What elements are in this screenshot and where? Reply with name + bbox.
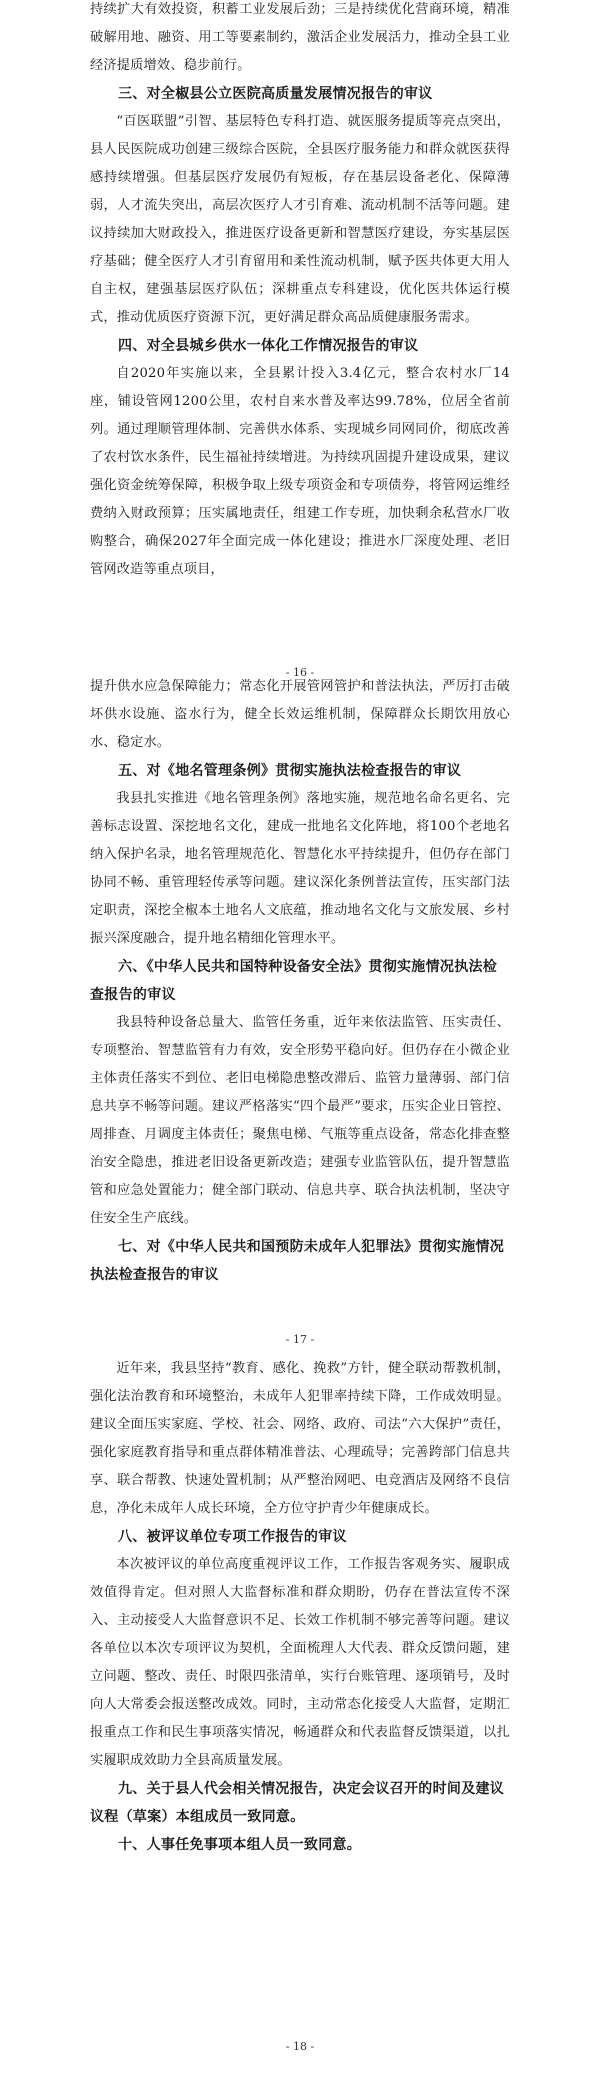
paragraph-public-hospital: “百医联盟”引智、基层特色专科打造、就医服务提质等亮点突出，县人民医院成功创建三级综合医院，全县医疗服务能力和群众就医获得感持续增强。但基层医疗发展仍有短板，存在基层设备老化、保障薄弱，人才流失突出，高层次医疗人才引育难、流动机制不活等问题。建议持续加大财政投入，推进医疗设备更新和智慧医疗建设，夯实基层医疗基础；健全医疗人才引育留用和柔性流动机制，赋予医共体更大用人自主权，建强基层医疗队伍；深耕重点专科建设，优化医共体运行模式，推动优质医疗资源下沉，更好满足群众高品质健康服务需求。 xyxy=(90,114,510,325)
page-number: - 17 - xyxy=(285,1333,315,1346)
paragraph-water-supply: 自2020年实施以来，全县累计投入3.4亿元，整合农村水厂14座，铺设管网1200公里，农村自来水普及率达99.78%，位居全省前列。通过理顺管理体制、完善供水体系、实现城乡同网同价，彻底改善了农村饮水条件，民生福祉持续增进。为持续巩固提升建设成果，建议强化资金统筹保障，积极争取上级专项资金和专项债券，将管网运维经费纳入财政预算；压实属地责任，组建工作专班，加快剩余私营水厂收购整合，确保2027年全面完成一体化建设；推进水厂深度处理、老旧管网改造等重点项目， xyxy=(90,366,510,577)
heading-public-hospital: 三、对全椒县公立医院高质量发展情况报告的审议 xyxy=(118,86,433,102)
paragraph-water-supply-end: 提升供水应急保障能力；常态化开展管网管护和普法执法，严厉打击破坏供水设施、盗水行为，健全长效运维机制，保障群众长期饮用放心水、稳定水。 xyxy=(90,679,510,750)
page-number: - 18 - xyxy=(285,2040,315,2053)
heading-special-equipment: 六、《中华人民共和国特种设备安全法》贯彻实施情况执法检查报告的审议 xyxy=(90,959,498,1003)
heading-juvenile-crime: 七、对《中华人民共和国预防未成年人犯罪法》贯彻实施情况执法检查报告的审议 xyxy=(90,1239,505,1283)
page-16-body xyxy=(90,0,510,584)
paragraph-special-equipment: 我县特种设备总量大、监管任务重，近年来依法监管、压实责任、专项整治、智慧监管有力有效，安全形势平稳向好。但仍存在小微企业主体责任落实不到位、老旧电梯隐患整改滞后、监管力量薄弱、部门信息共享不畅等问题。建议严格落实“四个最严”要求，压实企业日管控、周排查、月调度主体责任；聚焦电梯、气瓶等重点设备，常态化排查整治安全隐患，推进老旧设备更新改造；建强专业监管队伍，提升智慧监管和应急处置能力；健全部门联动、信息共享、联合执法机制，坚决守住安全生产底线。 xyxy=(90,1015,510,1226)
paragraph-industry-end: 持续扩大有效投资，积蓄工业发展后劲；三是持续优化营商环境，精准破解用地、融资、用工等要素制约，激活企业发展活力，推动全县工业经济提质增效、稳步前行。 xyxy=(90,2,510,73)
page-number: - 16 - xyxy=(285,666,315,679)
heading-evaluated-units: 八、被评议单位专项工作报告的审议 xyxy=(118,1529,347,1545)
heading-place-names: 五、对《地名管理条例》贯彻实施执法检查报告的审议 xyxy=(118,763,462,779)
paragraph-evaluated-units: 本次被评议的单位高度重视评议工作，工作报告客观务实、履职成效值得肯定。但对照人大监督标准和群众期盼，仍存在普法宣传不深入、主动接受人大监督意识不足、长效工作机制不够完善等问题。建议各单位以本次专项评议为契机，全面梳理人大代表、群众反馈问题，建立问题、整改、责任、时限四张清单，实行台账管理、逐项销号，及时向人大常委会报送整改成效。同时，主动常态化接受人大监督，定期汇报重点工作和民生事项落实情况，畅通群众和代表监督反馈渠道，以扎实履职成效助力全县高质量发展。 xyxy=(90,1557,510,1768)
heading-congress-report: 九、关于县人代会相关情况报告，决定会议召开的时间及建议议程（草案）本组成员一致同意。 xyxy=(90,1781,505,1825)
paragraph-place-names: 我县扎实推进《地名管理条例》落地实施，规范地名命名更名、完善标志设置、深挖地名文化，建成一批地名文化阵地，将100个老地名纳入保护名录，地名管理规范化、智慧化水平持续提升，但仍存在部门协同不畅、重管理轻传承等问题。建议深化条例普法宣传，压实部门法定职责，深挖全椒本土地名人文底蕴，推动地名文化与文旅发展、乡村振兴深度融合，提升地名精细化管理水平。 xyxy=(90,791,510,946)
heading-personnel: 十、人事任免事项本组人员一致同意。 xyxy=(118,1837,362,1853)
page-17-body xyxy=(90,673,510,1289)
page-18-body xyxy=(90,1355,510,1859)
paragraph-juvenile-crime: 近年来，我县坚持“教育、感化、挽救”方针，健全联动帮教机制，强化法治教育和环境整治，未成年人犯罪率持续下降，工作成效明显。建议全面压实家庭、学校、社会、网络、政府、司法“六大保护”责任，强化家庭教育指导和重点群体精准普法、心理疏导；完善跨部门信息共享、联合帮教、快速处置机制；从严整治网吧、电竞酒店及网络不良信息，净化未成年人成长环境，全方位守护青少年健康成长。 xyxy=(90,1361,510,1516)
heading-water-supply: 四、对全县城乡供水一体化工作情况报告的审议 xyxy=(118,338,419,354)
